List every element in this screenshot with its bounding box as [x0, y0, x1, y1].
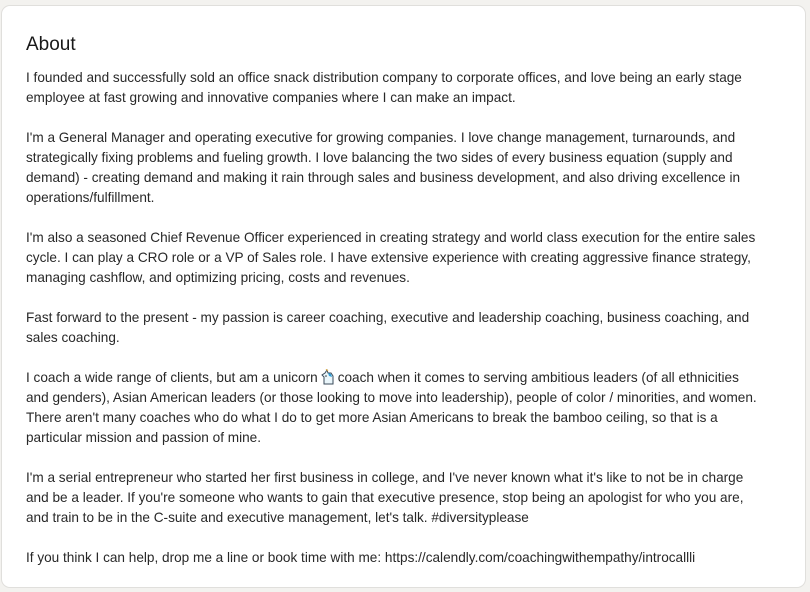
- text-line: sales coaching.: [26, 330, 120, 345]
- section-title: About: [26, 34, 76, 55]
- text-line: and train to be in the C-suite and executive management, let's talk. #diversityplease: [26, 510, 529, 525]
- paragraph: [26, 128, 796, 208]
- text-line: and genders), Asian American leaders (or those looking to move into leadership), people of color / minorities, and women.: [26, 390, 757, 405]
- paragraph: [26, 468, 796, 528]
- text-line: Fast forward to the present - my passion is career coaching, executive and leadership coaching, business coaching, and: [26, 310, 750, 325]
- text-line: strategically fixing problems and fueling growth. I love balancing the two sides of every business equation (supply and: [26, 150, 733, 165]
- text-line: There aren't many coaches who do what I do to get more Asian Americans to break the bamboo ceiling, so that is a: [26, 410, 718, 425]
- paragraph: [26, 308, 796, 348]
- text-line: operations/fulfillment.: [26, 190, 155, 205]
- text-line: employee at fast growing and innovative companies where I can make an impact.: [26, 90, 516, 105]
- text-fragment: coach when it comes to serving ambitious leaders (of all ethnicities: [337, 370, 739, 385]
- paragraph: [26, 228, 796, 288]
- about-text: [26, 68, 796, 588]
- text-line: demand) - creating demand and making it rain through sales and business development, and also driving excellence in: [26, 170, 741, 185]
- unicorn-icon: [320, 369, 336, 385]
- text-line: particular mission and passion of mine.: [26, 430, 261, 445]
- paragraph: [26, 368, 796, 448]
- text-line: I'm a General Manager and operating executive for growing companies. I love change management, turnarounds, and: [26, 130, 736, 145]
- text-line: and be a leader. If you're someone who wants to gain that executive presence, stop being an apologist for who you are,: [26, 490, 744, 505]
- text-line: cycle. I can play a CRO role or a VP of Sales role. I have extensive experience with creating aggressive finance strategy,: [26, 250, 751, 265]
- text-line: [26, 368, 796, 388]
- text-fragment: I coach a wide range of clients, but am a unicorn: [26, 370, 318, 385]
- text-line: I founded and successfully sold an office snack distribution company to corporate offices, and love being an early stage: [26, 70, 742, 85]
- about-card: [2, 6, 805, 587]
- text-line: I'm also a seasoned Chief Revenue Officer experienced in creating strategy and world class execution for the entire sales: [26, 230, 756, 245]
- text-line: I'm a serial entrepreneur who started her first business in college, and I've never known what it's like to not be in charge: [26, 470, 744, 485]
- paragraph: [26, 68, 796, 108]
- paragraph: [26, 548, 796, 568]
- text-line: If you think I can help, drop me a line or book time with me: https://calendly.com/coachingwithempathy/introcallli: [26, 550, 696, 565]
- text-line: managing cashflow, and optimizing pricing, costs and revenues.: [26, 270, 410, 285]
